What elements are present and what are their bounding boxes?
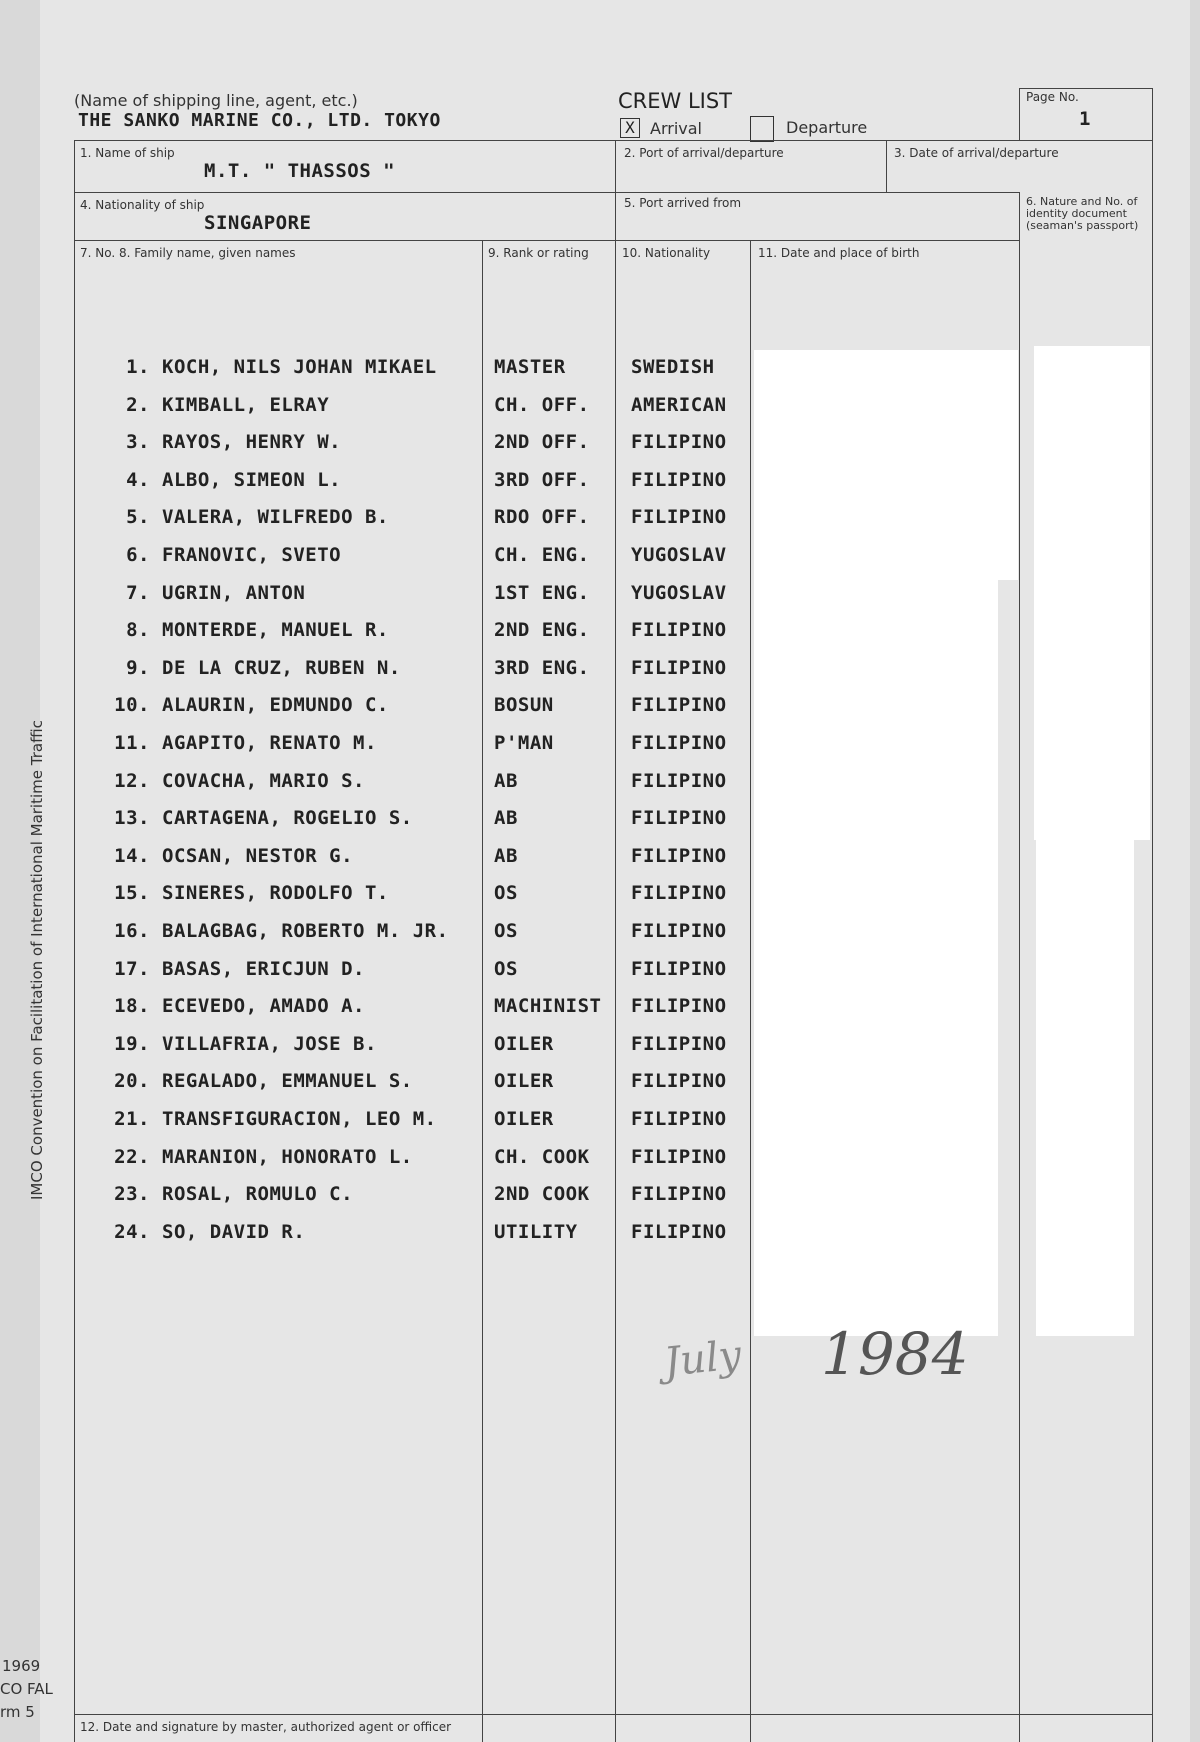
arrival-checkbox[interactable]: X [620, 118, 640, 138]
crew-rank: CH. ENG. [494, 544, 590, 566]
crew-nationality: FILIPINO [631, 1070, 727, 1093]
crew-number: 4. [126, 468, 150, 491]
crew-number: 23. [114, 1183, 150, 1206]
crew-name: VILLAFRIA, JOSE B. [162, 1032, 377, 1055]
date-arrival-label: 3. Date of arrival/departure [894, 146, 1059, 160]
nationality-ship-value: SINGAPORE [204, 212, 312, 234]
crew-nationality: FILIPINO [631, 920, 727, 942]
crew-rank: P'MAN [494, 732, 554, 754]
crew-rank: 3RD OFF. [494, 468, 590, 491]
crew-name: ROSAL, ROMULO C. [162, 1183, 354, 1206]
crew-number: 13. [114, 807, 150, 830]
crew-name: MONTERDE, MANUEL R. [162, 619, 389, 642]
page-number: 1 [1079, 108, 1091, 130]
col-no-name: 7. No. 8. Family name, given names [80, 246, 296, 260]
crew-number: 19. [114, 1032, 150, 1055]
crew-rank: 2ND OFF. [494, 431, 590, 454]
crew-name: ECEVEDO, AMADO A. [162, 995, 365, 1018]
crew-nationality: FILIPINO [631, 957, 727, 980]
crew-rank: BOSUN [494, 694, 554, 717]
crew-rank: CH. OFF. [494, 393, 590, 416]
handwritten-month: July [661, 1332, 744, 1386]
crew-name: RAYOS, HENRY W. [162, 431, 342, 454]
crew-rank: 3RD ENG. [494, 656, 590, 679]
crew-nationality: FILIPINO [631, 1145, 727, 1168]
crew-number: 17. [114, 957, 150, 980]
crew-nationality: FILIPINO [631, 1032, 727, 1055]
crew-name: VALERA, WILFREDO B. [162, 506, 389, 529]
crew-rank: OILER [494, 1032, 554, 1055]
crew-number: 24. [114, 1220, 150, 1243]
crew-rank: AB [494, 807, 518, 830]
crew-nationality: FILIPINO [631, 656, 727, 679]
crew-nationality: FILIPINO [631, 431, 727, 454]
arrival-label: Arrival [650, 119, 702, 138]
crew-name: ALAURIN, EDMUNDO C. [162, 694, 389, 717]
crew-rank: OS [494, 882, 518, 905]
crew-name: FRANOVIC, SVETO [162, 544, 342, 566]
crew-name: REGALADO, EMMANUEL S. [162, 1070, 413, 1093]
side-convention-text: IMCO Convention on Facilitation of International Maritime Traffic [28, 720, 46, 1200]
crew-rank: 2ND COOK [494, 1183, 590, 1206]
crew-nationality: FILIPINO [631, 506, 727, 529]
page-label: Page No. [1026, 90, 1079, 104]
crew-name: BASAS, ERICJUN D. [162, 957, 365, 980]
crew-number: 10. [114, 694, 150, 717]
port-arrival-label: 2. Port of arrival/departure [624, 146, 784, 160]
departure-checkbox[interactable] [750, 116, 774, 142]
crew-number: 1. [126, 356, 150, 378]
port-from-label: 5. Port arrived from [624, 196, 742, 210]
crew-name: KOCH, NILS JOHAN MIKAEL [162, 356, 437, 378]
crew-nationality: FILIPINO [631, 1220, 727, 1243]
crew-name: KIMBALL, ELRAY [162, 393, 330, 416]
identity-doc-label: 6. Nature and No. of identity document (seaman's passport) [1026, 195, 1139, 232]
crew-rank: AB [494, 769, 518, 792]
crew-rank: CH. COOK [494, 1145, 590, 1168]
crew-nationality: FILIPINO [631, 468, 727, 491]
ship-name-label: 1. Name of ship [80, 146, 175, 160]
nationality-ship-label: 4. Nationality of ship [80, 198, 205, 212]
crew-rank: UTILITY [494, 1220, 578, 1243]
crew-name: COVACHA, MARIO S. [162, 769, 365, 792]
crew-number: 21. [114, 1108, 150, 1130]
form-number: rm 5 [0, 1703, 35, 1721]
crew-rank: 1ST ENG. [494, 581, 590, 604]
crew-number: 3. [126, 431, 150, 454]
shipping-line-name: THE SANKO MARINE CO., LTD. TOKYO [78, 110, 441, 131]
crew-list-form [74, 88, 1154, 1742]
crew-name: AGAPITO, RENATO M. [162, 732, 377, 754]
crew-number: 6. [126, 544, 150, 566]
crew-name: BALAGBAG, ROBERTO M. JR. [162, 920, 449, 942]
crew-number: 12. [114, 769, 150, 792]
crew-nationality: FILIPINO [631, 1108, 727, 1130]
crew-nationality: FILIPINO [631, 619, 727, 642]
form-year: 1969 [2, 1657, 41, 1675]
crew-rank: OS [494, 920, 518, 942]
crew-rank: MASTER [494, 356, 566, 378]
crew-name: TRANSFIGURACION, LEO M. [162, 1108, 437, 1130]
crew-number: 18. [114, 995, 150, 1018]
crew-name: OCSAN, NESTOR G. [162, 844, 354, 867]
crew-name: DE LA CRUZ, RUBEN N. [162, 656, 401, 679]
col-birth: 11. Date and place of birth [758, 246, 920, 260]
crew-rank: AB [494, 844, 518, 867]
crew-nationality: FILIPINO [631, 732, 727, 754]
crew-name: UGRIN, ANTON [162, 581, 306, 604]
crew-name: ALBO, SIMEON L. [162, 468, 342, 491]
form-code: CO FAL [0, 1680, 53, 1698]
handwritten-year: 1984 [821, 1320, 969, 1388]
crew-rank: OILER [494, 1108, 554, 1130]
crew-number: 20. [114, 1070, 150, 1093]
crew-nationality: YUGOSLAV [631, 544, 727, 566]
crew-number: 8. [126, 619, 150, 642]
redacted-block [1036, 840, 1134, 1336]
shipping-line-label: (Name of shipping line, agent, etc.) [74, 91, 358, 110]
crew-number: 11. [114, 732, 150, 754]
crew-name: SO, DAVID R. [162, 1220, 306, 1243]
crew-nationality: FILIPINO [631, 807, 727, 830]
crew-number: 15. [114, 882, 150, 905]
crew-name: SINERES, RODOLFO T. [162, 882, 389, 905]
redacted-block [754, 580, 998, 1336]
crew-nationality: FILIPINO [631, 844, 727, 867]
signature-label: 12. Date and signature by master, authorized agent or officer [80, 1720, 452, 1734]
crew-nationality: FILIPINO [631, 1183, 727, 1206]
crew-nationality: YUGOSLAV [631, 581, 727, 604]
crew-nationality: FILIPINO [631, 882, 727, 905]
crew-nationality: AMERICAN [631, 393, 727, 416]
departure-label: Departure [786, 118, 868, 137]
ship-name-value: M.T. " THASSOS " [204, 160, 396, 182]
crew-name: CARTAGENA, ROGELIO S. [162, 807, 413, 830]
crew-rank: 2ND ENG. [494, 619, 590, 642]
crew-rank: RDO OFF. [494, 506, 590, 529]
crew-rank: MACHINIST [494, 995, 602, 1018]
col-rank: 9. Rank or rating [488, 246, 589, 260]
col-nationality: 10. Nationality [622, 246, 711, 260]
crew-rank: OILER [494, 1070, 554, 1093]
crew-nationality: FILIPINO [631, 769, 727, 792]
crew-number: 16. [114, 920, 150, 942]
crew-nationality: FILIPINO [631, 694, 727, 717]
redacted-block [1034, 346, 1150, 840]
crew-rank: OS [494, 957, 518, 980]
crew-number: 5. [126, 506, 150, 529]
crew-number: 9. [126, 656, 150, 679]
crew-number: 14. [114, 844, 150, 867]
crew-number: 22. [114, 1145, 150, 1168]
crew-nationality: FILIPINO [631, 995, 727, 1018]
form-title: CREW LIST [618, 89, 733, 113]
crew-number: 7. [126, 581, 150, 604]
redacted-block [754, 350, 1018, 580]
crew-number: 2. [126, 393, 150, 416]
crew-nationality: SWEDISH [631, 356, 715, 378]
crew-name: MARANION, HONORATO L. [162, 1145, 413, 1168]
